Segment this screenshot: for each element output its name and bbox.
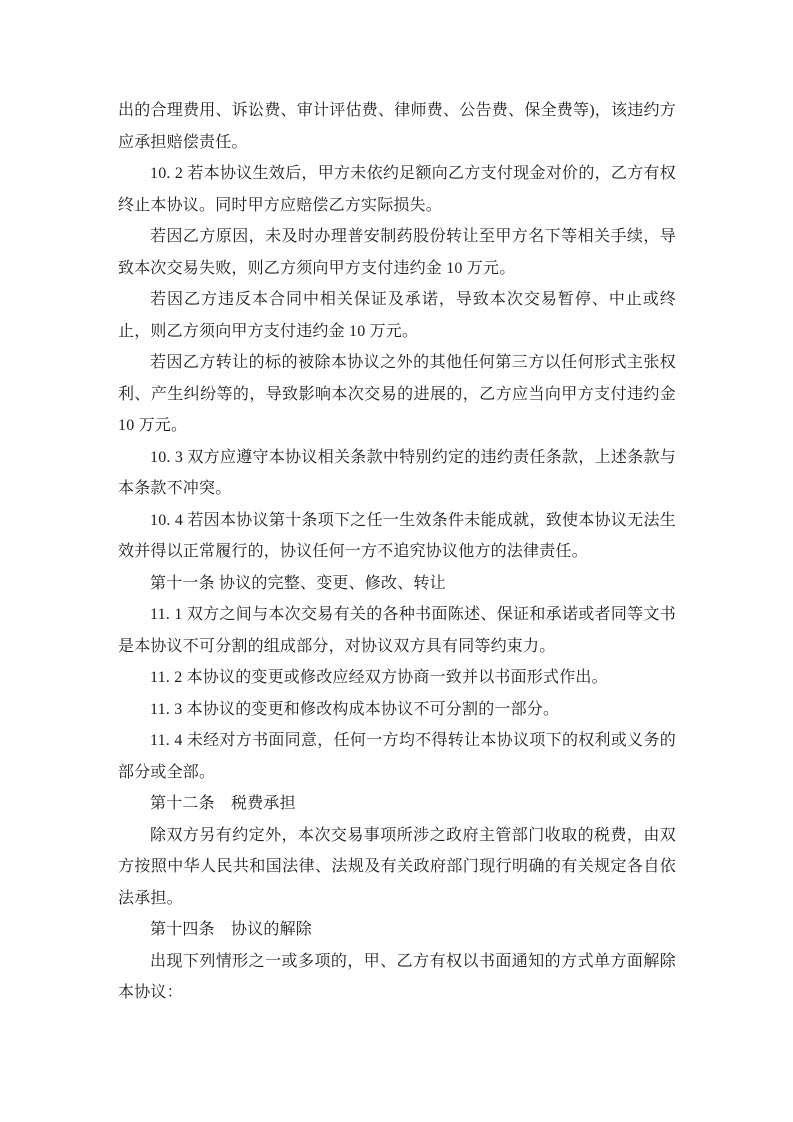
clause-10-2-item-third-party-claim: 若因乙方转让的标的被除本协议之外的其他任何第三方以任何形式主张权利、产生纠纷等的，导致影响本次交易的进展的，乙方应当向甲方支付违约金 10 万元。 — [118, 354, 676, 434]
clause-10-4: 10. 4 若因本协议第十条项下之任一生效条件未能成就，致使本协议无法生效并得以正常履行的，协议任何一方不追究协议他方的法律责任。 — [118, 511, 676, 560]
clause-14-intro: 出现下列情形之一或多项的，甲、乙方有权以书面通知的方式单方面解除本协议： — [118, 952, 676, 1001]
clause-11-1: 11. 1 双方之间与本次交易有关的各种书面陈述、保证和承诺或者同等文书是本协议不可分割的组成部分，对协议双方具有同等约束力。 — [118, 606, 676, 655]
clause-10-3: 10. 3 双方应遵守本协议相关条款中特别约定的违约责任条款，上述条款与本条款不冲突。 — [118, 448, 676, 497]
clause-10-2-item-breach-warranty: 若因乙方违反本合同中相关保证及承诺，导致本次交易暂停、中止或终止，则乙方须向甲方支付违约金 10 万元。 — [118, 291, 676, 340]
clause-11-2: 11. 2 本协议的变更或修改应经双方协商一致并以书面形式作出。 — [150, 669, 608, 686]
clause-12-tax: 除双方另有约定外，本次交易事项所涉之政府主管部门收取的税费，由双方按照中华人民共和国法律、法规及有关政府部门现行明确的有关规定各自依法承担。 — [118, 826, 676, 907]
clause-11-4: 11. 4 未经对方书面同意，任何一方均不得转让本协议项下的权利或义务的部分或全部。 — [118, 732, 676, 781]
heading-article-11: 第十一条 协议的完整、变更、修改、转让 — [150, 574, 446, 592]
heading-article-12: 第十二条 税费承担 — [150, 795, 296, 812]
clause-10-2: 10. 2 若本协议生效后，甲方未依约足额向乙方支付现金对价的，乙方有权终止本协议。同时甲方应赔偿乙方实际损失。 — [118, 165, 676, 214]
clause-10-2-item-breach-transfer: 若因乙方原因，未及时办理普安制药股份转让至甲方名下等相关手续，导致本次交易失败，则乙方须向甲方支付违约金 10 万元。 — [118, 228, 676, 277]
clause-10-1-continuation: 出的合理费用、诉讼费、审计评估费、律师费、公告费、保全费等)，该违约方应承担赔偿责任。 — [118, 102, 676, 151]
heading-article-14: 第十四条 协议的解除 — [150, 921, 313, 938]
page-content — [118, 95, 676, 1009]
clause-11-3: 11. 3 本协议的变更和修改构成本协议不可分割的一部分。 — [150, 700, 560, 718]
